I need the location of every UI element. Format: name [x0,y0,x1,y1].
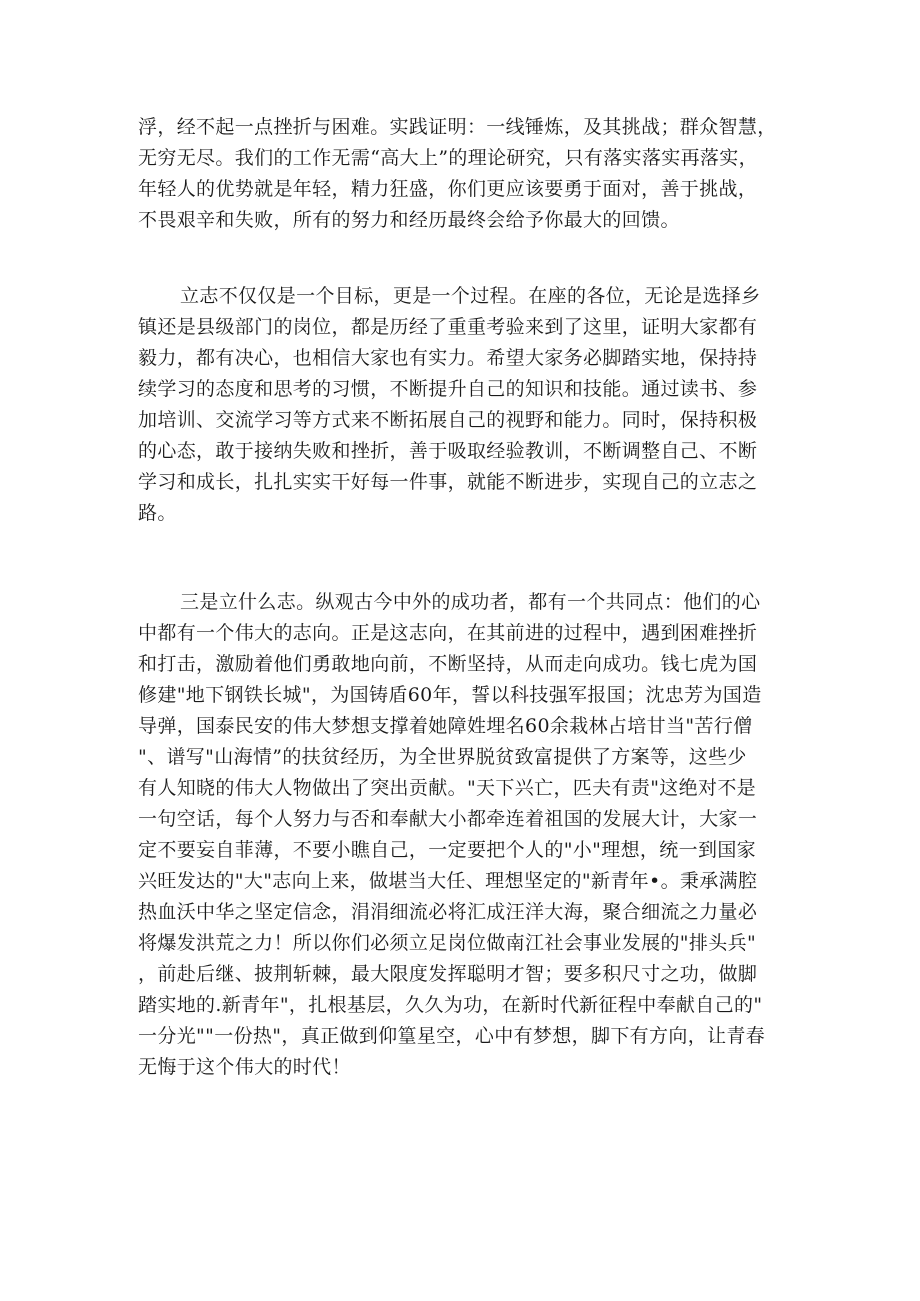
paragraph-line: 一分光""一份热"，真正做到仰篁星空，心中有梦想，脚下有方向，让青春 [138,1025,766,1047]
paragraph-line: 无悔于这个伟大的时代！ [138,1056,351,1078]
paragraph-line: 有人知晓的伟大人物做出了突出贡献。"天下兴亡，匹夫有责"这绝对不是 [138,777,757,799]
paragraph-line: 无穷无尽。我们的工作无需“高大上”的理论研究，只有落实落实再落实， [138,147,758,169]
paragraph-3 [138,587,788,1083]
paragraph-line: 的心态，敢于接纳失败和挫折，善于吸取经验教训，不断调整自己、不断 [138,440,758,462]
paragraph-first-line: 三是立什么志。纵观古今中外的成功者，都有一个共同点：他们的心 [180,591,761,613]
paragraph-line: 热血沃中华之坚定信念，涓涓细流必将汇成汪洋大海，聚合细流之力量必 [138,901,758,923]
paragraph-1 [138,112,788,236]
paragraph-line: 浮，经不起一点挫折与困难。实践证明：一线锤炼，及其挑战；群众智慧， [138,116,777,138]
paragraph-first-line: 立志不仅仅是一个目标，更是一个过程。在座的各位，无论是选择乡 [180,285,761,307]
paragraph-line: 不畏艰辛和失败，所有的努力和经历最终会给予你最大的回馈。 [138,209,680,231]
paragraph-line: 镇还是县级部门的岗位，都是历经了重重考验来到了这里，证明大家都有 [138,316,758,338]
paragraph-line: 续学习的态度和思考的习惯，不断提升自己的知识和技能。通过读书、参 [138,378,758,400]
paragraph-line: 踏实地的.新青年"，扎根基层，久久为功，在新时代新征程中奉献自己的" [138,994,763,1016]
paragraph-line: 学习和成长，扎扎实实干好每一件事，就能不断进步，实现自己的立志之 [138,471,758,493]
paragraph-2 [138,281,788,529]
paragraph-line: 年轻人的优势就是年轻，精力狂盛，你们更应该要勇于面对，善于挑战， [138,178,758,200]
paragraph-line: 毅力，都有决心，也相信大家也有实力。希望大家务必脚踏实地，保持持 [138,347,758,369]
paragraph-line: ，前赴后继、披荆斩棘，最大限度发挥聪明才智；要多积尺寸之功，做脚 [138,963,758,985]
paragraph-line: 中都有一个伟大的志向。正是这志向，在其前进的过程中，遇到困难挫折 [138,622,758,644]
paragraph-line: "、谱写"山海情”的扶贫经历，为全世界脱贫致富提供了方案等，这些少 [138,746,747,768]
paragraph-line: 和打击，激励着他们勇敢地向前，不断坚持，从而走向成功。钱七虎为国 [138,653,758,675]
paragraph-line: 定不要妄自菲薄，不要小瞧自己，一定要把个人的"小"理想，统一到国家 [138,839,757,861]
paragraph-line: 加培训、交流学习等方式来不断拓展自己的视野和能力。同时，保持积极 [138,409,758,431]
paragraph-line: 导弹，国泰民安的伟大梦想支撑着她障姓埋名60余栽林占培甘当"苦行僧 [138,715,753,737]
paragraph-line: 路。 [138,502,177,524]
paragraph-line: 一句空话，每个人努力与否和奉献大小都牵连着祖国的发展大计，大家一 [138,808,758,830]
paragraph-line: 修建"地下钢铁长城"，为国铸盾60年，誓以科技强军报国；沈忠芳为国造 [138,684,762,706]
paragraph-line: 兴旺发达的"大"志向上来，做堪当大任、理想坚定的"新青年•。秉承满腔 [138,870,758,892]
paragraph-line: 将爆发洪荒之力！所以你们必须立足岗位做南江社会事业发展的"排头兵" [138,932,757,954]
